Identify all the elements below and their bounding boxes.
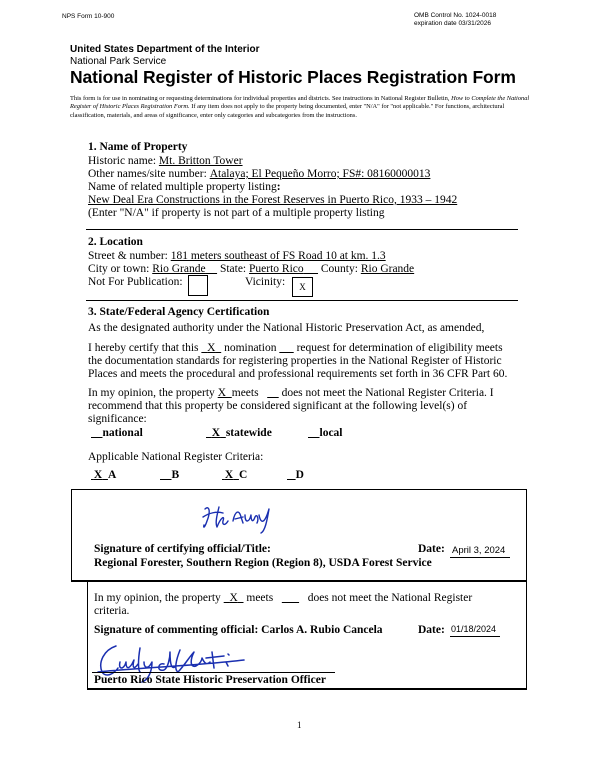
certifying-date-value: April 3, 2024 xyxy=(452,545,506,556)
statewide-mark: X xyxy=(211,427,221,439)
opinion-line-1: In my opinion, the property X meets does not meet the National Register Criteria. I xyxy=(88,387,494,399)
commenting-date-line xyxy=(450,636,500,637)
level-national: national xyxy=(102,427,143,439)
historic-name-row: Historic name: Mt. Britton Tower xyxy=(88,155,243,167)
certifying-signature-image xyxy=(195,497,275,535)
opinion-line-2: recommend that this property be considered significant at the following level(s) of xyxy=(88,400,468,412)
section3-heading: 3. State/Federal Agency Certification xyxy=(88,306,270,318)
certifying-signature-label: Signature of certifying official/Title: xyxy=(94,543,271,555)
certify-line-2: the documentation standards for registering properties in the National Register of Historic xyxy=(88,355,502,367)
expiration-date: expiration date 03/31/2026 xyxy=(414,20,491,27)
city-row: City or town: Rio Grande State: Puerto Rico County: Rio Grande xyxy=(88,263,415,275)
historic-name-value: Mt. Britton Tower xyxy=(158,155,243,167)
criteria-label: Applicable National Register Criteria: xyxy=(88,451,264,463)
county-value: Rio Grande xyxy=(360,263,415,275)
commenting-signature-label: Signature of commenting official: Carlos A. Rubio Cancela xyxy=(94,624,383,636)
state-value: Puerto Rico xyxy=(249,263,304,275)
criterion-a: X A xyxy=(93,469,117,481)
criterion-c-mark: X xyxy=(224,469,234,481)
certifying-date-label: Date: xyxy=(418,543,445,555)
criterion-b: B xyxy=(171,469,180,481)
certify-line-1: I hereby certify that this X nomination request for determination of eligibility meets xyxy=(88,342,503,354)
certifying-official-title: Regional Forester, Southern Region (Region 8), USDA Forest Service xyxy=(94,557,432,569)
commenting-date-value: 01/18/2024 xyxy=(451,624,497,634)
other-names-value: Atalaya; El Pequeño Morro; FS#: 08160000013 xyxy=(209,168,431,180)
service-name: National Park Service xyxy=(70,56,167,67)
multiple-listing-value: New Deal Era Constructions in the Forest Reserves in Puerto Rico, 1933 – 1942 xyxy=(88,194,458,206)
certifying-date-line xyxy=(450,557,510,558)
vicinity-checkbox[interactable]: X xyxy=(292,277,313,297)
commenting-meets-mark: X xyxy=(229,592,238,604)
city-value: Rio Grande xyxy=(152,263,206,275)
instructions: This form is for use in nominating or requesting determinations for individual properties and districts. See instructions in National Register Bulletin, How to Complete the National Register of Historic Places Registration Form. If any item does not apply to the property being documented, enter "N/A" for "not applicable." For functions, architectural classification, materials, and areas of significance, enter only categories and subcategories from the instructions. xyxy=(70,95,530,119)
meets-mark: X xyxy=(217,387,226,399)
not-for-publication-label: Not For Publication: xyxy=(88,276,183,288)
level-statewide: X statewide xyxy=(211,427,272,439)
page-title: National Register of Historic Places Registration Form xyxy=(70,67,516,87)
certify-line-3: Places and meets the procedural and professional requirements set forth in 36 CFR Part 60. xyxy=(88,368,508,380)
commenting-date-label: Date: xyxy=(418,624,445,636)
level-local: local xyxy=(319,427,343,439)
section2-divider xyxy=(86,300,518,301)
not-for-publication-checkbox[interactable] xyxy=(188,275,208,296)
form-number: NPS Form 10-900 xyxy=(62,13,115,20)
opinion-line-3: significance: xyxy=(88,413,147,425)
nomination-mark: X xyxy=(207,342,216,354)
commenting-signature-line xyxy=(92,672,335,673)
page-number: 1 xyxy=(297,720,302,730)
street-value: 181 meters southeast of FS Road 10 at km. 1.3 xyxy=(170,250,386,262)
authority-statement: As the designated authority under the National Historic Preservation Act, as amended, xyxy=(88,322,485,334)
criterion-a-mark: X xyxy=(93,469,103,481)
criterion-c: X C xyxy=(224,469,248,481)
criterion-d: D xyxy=(295,469,304,481)
commenting-opinion-line-2: criteria. xyxy=(94,605,130,617)
section1-heading: 1. Name of Property xyxy=(88,141,188,153)
department-name: United States Department of the Interior xyxy=(70,44,260,55)
enter-na-note: (Enter "N/A" if property is not part of a multiple property listing xyxy=(88,207,385,219)
commenting-box-bottom xyxy=(87,688,527,690)
commenting-office-title: Puerto Rico State Historic Preservation Officer xyxy=(94,674,326,686)
omb-control: OMB Control No. 1024-0018 xyxy=(414,12,497,19)
omb-block xyxy=(414,12,496,28)
commenting-opinion-line-1: In my opinion, the property X meets does not meet the National Register xyxy=(94,592,473,604)
other-names-row: Other names/site number: Atalaya; El Pequeño Morro; FS#: 08160000013 xyxy=(88,168,431,180)
street-row: Street & number: 181 meters southeast of FS Road 10 at km. 1.3 xyxy=(88,250,386,262)
multiple-listing-label: Name of related multiple property listing: xyxy=(88,181,281,193)
vicinity-label: Vicinity: xyxy=(245,276,286,288)
section1-divider xyxy=(86,229,518,230)
section2-heading: 2. Location xyxy=(88,236,143,248)
